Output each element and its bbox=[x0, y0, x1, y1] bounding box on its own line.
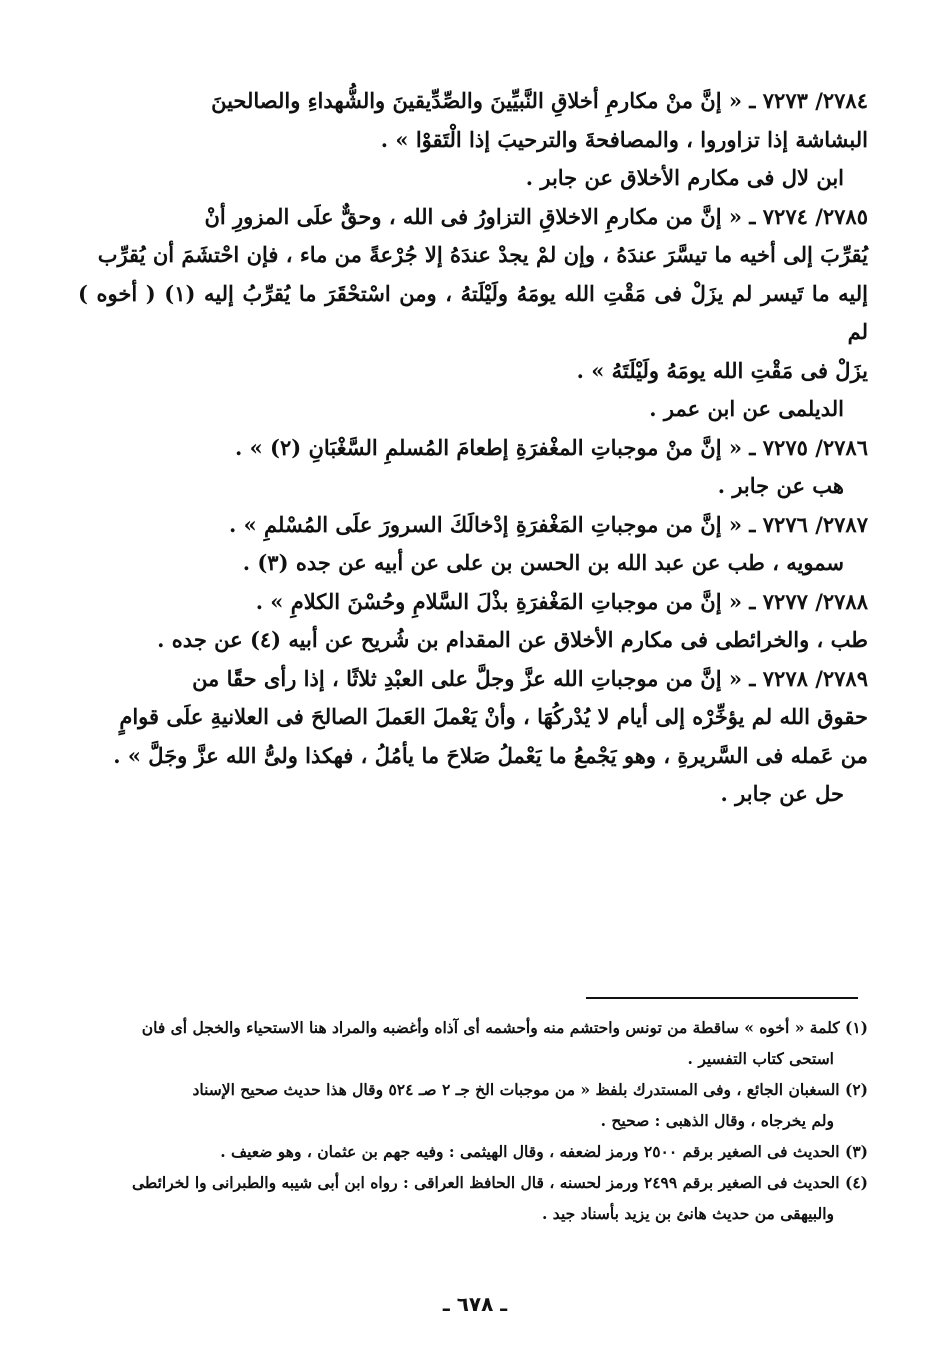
hadith-line: يُقرِّبَ إلى أخيه ما تيسَّرَ عندَهُ ، وإن لمْ يجدْ عندَهُ إلا جُرْعةً من ماء ، فإن احْتشَمَ أن يُقرِّب bbox=[97, 242, 868, 267]
main-text-block bbox=[78, 82, 868, 814]
source-citation: حل عن جابر . bbox=[720, 781, 844, 806]
footnote-4: (٤) الحديث فى الصغير برقم ٢٤٩٩ ورمز لحسنه ، قال الحافظ العراقى : رواه ابن أبى شيبه والطبرانى وا لخرائطى bbox=[131, 1173, 868, 1192]
hadith-line: حقوق الله لم يؤخِّرْه إلى أيام لا يُدْركُهَا ، وأنْ يَعْملَ العَملَ الصالحَ فى العلانيةِ علَى قوامٍ bbox=[119, 704, 868, 729]
source-citation: ابن لال فى مكارم الأخلاق عن جابر . bbox=[525, 165, 844, 190]
footnote-1: (١) كلمة « أخوه » ساقطة من تونس واحتشم منه وأحشمه أى آذاه وأغضبه والمراد هنا الاستحياء والخجل أى فان bbox=[141, 1018, 868, 1037]
footnote-2: (٢) السغبان الجائع ، وفى المستدرك بلفظ « من موجبات الخ جـ ٢ صـ ٥٢٤ وقال هذا حديث صحيح الإسناد bbox=[192, 1080, 868, 1099]
hadith-2789 bbox=[78, 660, 868, 776]
hadith-line: ٢٧٨٩/ ٧٢٧٨ ـ « إنَّ من موجباتِ الله عزَّ وجلَّ على العبْدِ ثلاثًا ، إذا رأى حقًا من bbox=[192, 665, 868, 691]
hadith-line: إليه ما تَيسر لم يزَلْ فى مَقْتِ الله يومَهُ ولَيْلَتهُ ، ومن اسْتحْقَرَ ما يُقرِّبُ إليه (١) ( أخوه ) لم bbox=[78, 280, 868, 344]
source-citation: الديلمى عن ابن عمر . bbox=[649, 396, 844, 421]
hadith-2784 bbox=[78, 82, 868, 159]
hadith-2785 bbox=[78, 198, 868, 391]
source-citation: هب عن جابر . bbox=[717, 473, 844, 498]
footnote-1-continued: استحى كتاب التفسير . bbox=[687, 1049, 834, 1068]
source-citation: سمويه ، طب عن عبد الله بن الحسن بن على عن أبيه عن جده (٣) . bbox=[242, 550, 844, 575]
footnotes-block bbox=[82, 1012, 868, 1229]
source-citation: طب ، والخرائطى فى مكارم الأخلاق عن المقدام بن شُريح عن أبيه (٤) عن جده . bbox=[157, 627, 868, 652]
hadith-line: ٢٧٨٥/ ٧٢٧٤ ـ « إنَّ من مكارمِ الاخلاقِ التزاورُ فى الله ، وحقٌّ علَى المزورِ أنْ bbox=[204, 203, 868, 229]
footnote-4-continued: والبيهقى من حديث هانئ بن يزيد بأسناد جيد . bbox=[542, 1204, 834, 1223]
footnote-3: (٣) الحديث فى الصغير برقم ٢٥٠٠ ورمز لضعفه ، وقال الهيثمى : وفيه جهم بن عثمان ، وهو ضعيف . bbox=[220, 1142, 868, 1161]
footnote-divider bbox=[586, 997, 858, 999]
page-number: ـ ٦٧٨ ـ bbox=[442, 1292, 508, 1316]
hadith-line: ٢٧٨٤/ ٧٢٧٣ ـ « إنَّ منْ مكارمِ أخلاقِ النَّبيِّينَ والصِّدِّيقينَ والشُّهداءِ والصالحينَ bbox=[211, 88, 868, 113]
hadith-2786: ٢٧٨٦/ ٧٢٧٥ ـ « إنَّ منْ موجباتِ المغْفرَةِ إطعامَ المُسلمِ السَّغْبَانِ (٢) » . bbox=[234, 434, 868, 460]
hadith-line: يزَلْ فى مَقْتِ الله يومَهُ ولَيْلَتَهُ » . bbox=[576, 357, 868, 383]
hadith-line: البشاشة إذا تزاوروا ، والمصافحةَ والترحيبَ إذا الْتَقوْا » . bbox=[380, 126, 868, 152]
hadith-2788: ٢٧٨٨/ ٧٢٧٧ ـ « إنَّ من موجباتِ المَغْفرَةِ بذْلَ السَّلامِ وحُسْنَ الكلامِ » . bbox=[255, 588, 868, 614]
hadith-line: من عَمله فى السَّريرةِ ، وهو يَجْمعُ ما يَعْملُ صَلاحَ ما يأمُلُ ، فهكذا ولىُّ الله عزَّ وجَلَّ » . bbox=[113, 742, 868, 768]
hadith-2787: ٢٧٨٧/ ٧٢٧٦ ـ « إنَّ من موجباتِ المَغْفرَةِ إدْخالَكَ السرورَ علَى المُسْلمِ » . bbox=[229, 511, 868, 537]
footnote-2-continued: ولم يخرجاه ، وقال الذهبى : صحيح . bbox=[600, 1111, 834, 1130]
